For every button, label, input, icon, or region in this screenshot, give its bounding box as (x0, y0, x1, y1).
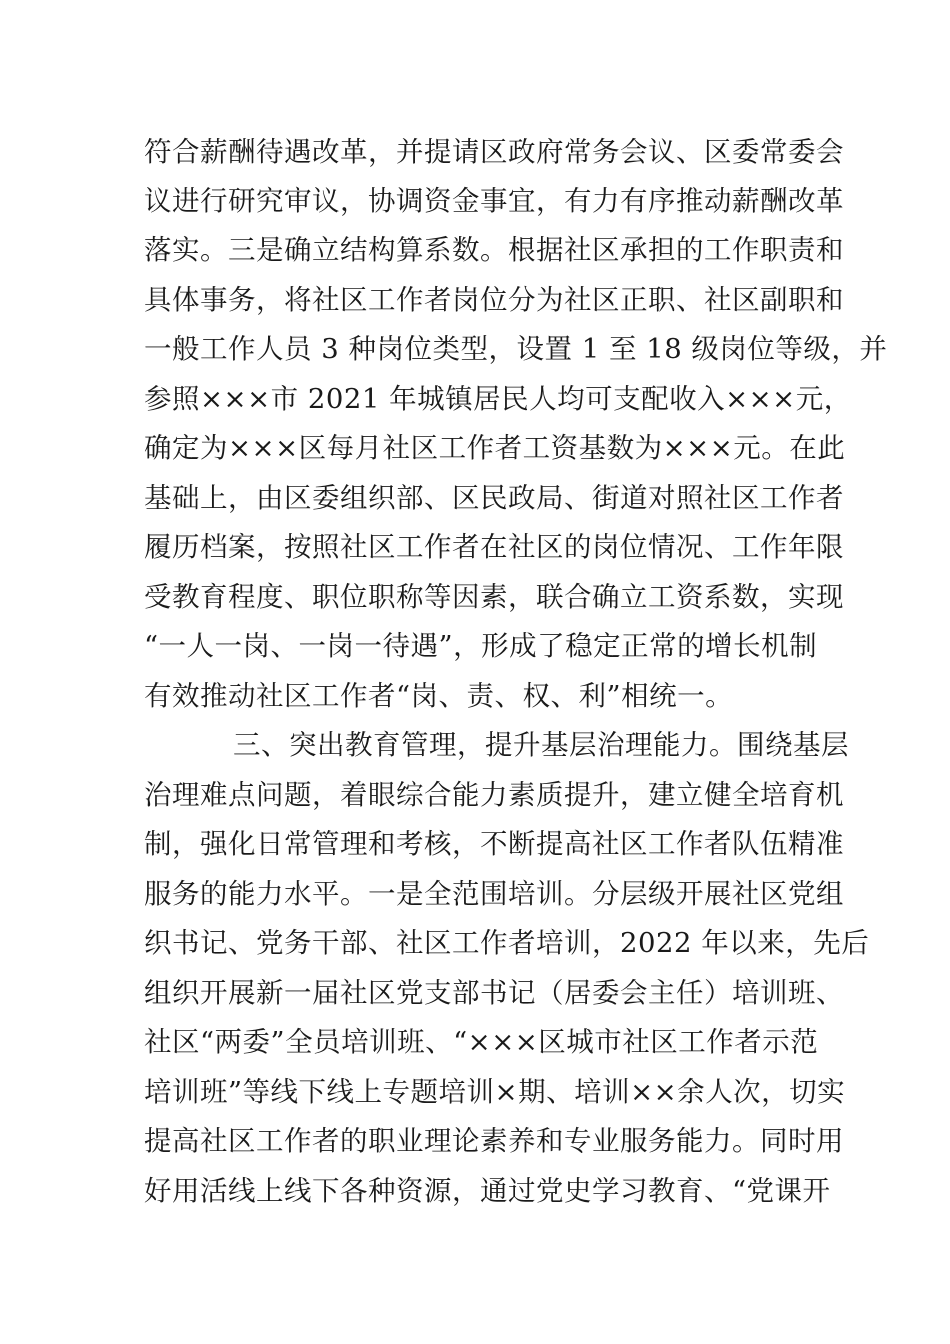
text-line: 有效推动社区工作者“岗、责、权、利”相统一。 (144, 680, 734, 712)
text-line: 基础上，由区委组织部、区民政局、街道对照社区工作者 (144, 482, 844, 514)
text-line: 确定为×××区每月社区工作者工资基数为×××元。在此 (144, 432, 846, 464)
text-line: 社区“两委”全员培训班、“×××区城市社区工作者示范 (144, 1026, 819, 1058)
text-line: 培训班”等线下线上专题培训×期、培训××余人次，切实 (144, 1076, 846, 1108)
text-line: 具体事务，将社区工作者岗位分为社区正职、社区副职和 (144, 284, 844, 316)
text-line: 议进行研究审议，协调资金事宜，有力有序推动薪酬改革 (144, 185, 844, 217)
text-line: 一般工作人员 3 种岗位类型，设置 1 至 18 级岗位等级，并 (144, 333, 888, 365)
text-line: 服务的能力水平。一是全范围培训。分层级开展社区党组 (144, 878, 844, 910)
text-line: 参照×××市 2021 年城镇居民人均可支配收入×××元， (144, 383, 852, 415)
text-line: 好用活线上线下各种资源，通过党史学习教育、“党课开 (144, 1175, 831, 1207)
paragraph-heading-line: 三、突出教育管理，提升基层治理能力。围绕基层 (233, 729, 849, 761)
text-line: “一人一岗、一岗一待遇”，形成了稳定正常的增长机制 (144, 630, 818, 662)
text-line: 组织开展新一届社区党支部书记（居委会主任）培训班、 (144, 977, 844, 1009)
text-line: 制，强化日常管理和考核，不断提高社区工作者队伍精准 (144, 828, 844, 860)
text-line: 织书记、党务干部、社区工作者培训，2022 年以来，先后 (144, 927, 870, 959)
text-line: 履历档案，按照社区工作者在社区的岗位情况、工作年限 (144, 531, 844, 563)
text-line: 提高社区工作者的职业理论素养和专业服务能力。同时用 (144, 1125, 844, 1157)
text-line: 落实。三是确立结构算系数。根据社区承担的工作职责和 (144, 234, 844, 266)
text-line: 治理难点问题，着眼综合能力素质提升，建立健全培育机 (144, 779, 844, 811)
text-line: 符合薪酬待遇改革，并提请区政府常务会议、区委常委会 (144, 136, 844, 168)
text-line: 受教育程度、职位职称等因素，联合确立工资系数，实现 (144, 581, 844, 613)
